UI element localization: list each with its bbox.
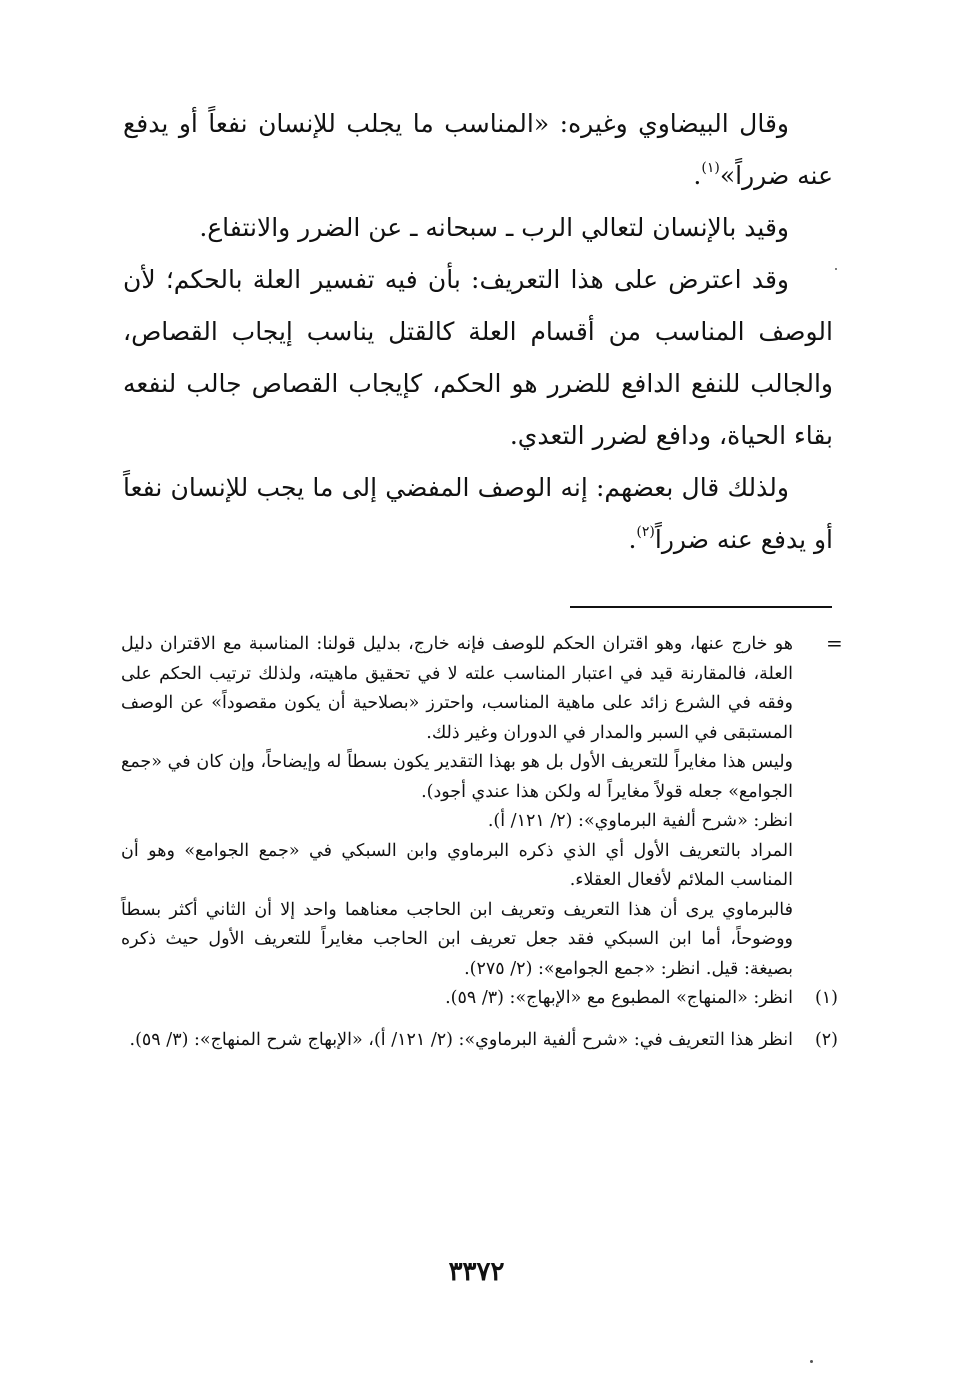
main-paragraph-1: [123, 98, 833, 202]
main-paragraph-3: وقد اعترض على هذا التعريف: بأن فيه تفسير العلة بالحكم؛ لأن الوصف المناسب من أقسام العلة كالقتل يناسب إيجاب القصاص، والجالب للنفع الدافع للضرر هو الحكم، كإيجاب القصاص جالب لنفعه بقاء الحياة، ودافع لضرر التعدي.: [123, 265, 833, 450]
footnote-continuation-2: وليس هذا مغايراً للتعريف الأول بل هو بهذا التقدير يكون بسطاً له وإيضاحاً، وإن كان في «جمع الجوامع» جعله قولاً مغايراً له ولكن هذا عندي أجود).: [121, 752, 793, 802]
footnote-1-text: انظر: «المنهاج» المطبوع مع «الإبهاج»: (٣/ ٥٩).: [445, 988, 793, 1008]
footnote-continuation-3: انظر: «شرح ألفية البرماوي»: (٢/ ١٢١/ أ).: [487, 811, 793, 831]
footnote-continuation-4: المراد بالتعريف الأول أي الذي ذكره البرماوي وابن السبكي في «جمع الجوامع» وهو أن المناسب الملائم لأفعال العقلاء.: [121, 840, 793, 890]
footnote-continuation-5: فالبرماوي يرى أن هذا التعريف وتعريف ابن الحاجب معناهما واحد إلا أن الثاني أكثر بسطاً ووضوحاً، أما ابن السبكي فقد جعل تعريف ابن الحاجب مغايراً للتعريف الأول حيث ذكره بصيغة: قيل. انظر: «جمع الجوامع»: (٢/ ٢٧٥).: [121, 899, 793, 979]
footnote-1: [121, 984, 838, 1014]
main-text: [123, 98, 833, 566]
scan-speck: [835, 268, 837, 270]
footnote-2: [121, 1026, 838, 1056]
footnote-ref-2[interactable]: (٢): [636, 524, 655, 540]
main-paragraph-4: [123, 462, 833, 566]
paragraph-4-text: ولذلك قال بعضهم: إنه الوصف المفضي إلى ما يجب للإنسان نفعاً أو يدفع عنه ضرراً: [123, 473, 833, 554]
footnote-separator: [570, 606, 832, 608]
page-number: ٣٣٧٢: [448, 1257, 505, 1287]
scan-speck: [810, 1360, 813, 1363]
footnote-2-text: انظر هذا التعريف في: «شرح ألفية البرماوي»: (٢/ ١٢١/ أ)، «الإبهاج شرح المنهاج»: (٣/ ٥٩).: [129, 1029, 793, 1050]
paragraph-4-end: .: [628, 525, 637, 554]
main-paragraph-2: وقيد بالإنسان لتعالي الرب ـ سبحانه ـ عن الضرر والانتفاع.: [199, 213, 789, 242]
footnote-1-number[interactable]: (١): [814, 988, 838, 1008]
footnote-continuation-1: هو خارج عنها، وهو اقتران الحكم للوصف فإنه خارج، بدليل قولنا: المناسبة مع الاقتران دليل العلة، فالمقارنة قيد في اعتبار المناسب علته لا في تحقيق ماهيته، ولذلك ترتيب الحكم على وفقه في الشرع زائد على ماهية المناسب، واحترز «بصلاحية أن يكون مقصوداً» عن الوصف المستبقى في السبر والمدار في الدوران وغير ذلك.: [121, 634, 793, 743]
footnote-continuation-mark: =: [826, 631, 843, 655]
paragraph-1-end: .: [693, 161, 702, 190]
footnote-2-number[interactable]: (٢): [814, 1029, 838, 1050]
paragraph-1-text: وقال البيضاوي وغيره: «المناسب ما يجلب للإنسان نفعاً أو يدفع عنه ضرراً»: [123, 109, 833, 190]
footnotes: [121, 630, 838, 1055]
footnote-ref-1[interactable]: (١): [701, 160, 720, 176]
